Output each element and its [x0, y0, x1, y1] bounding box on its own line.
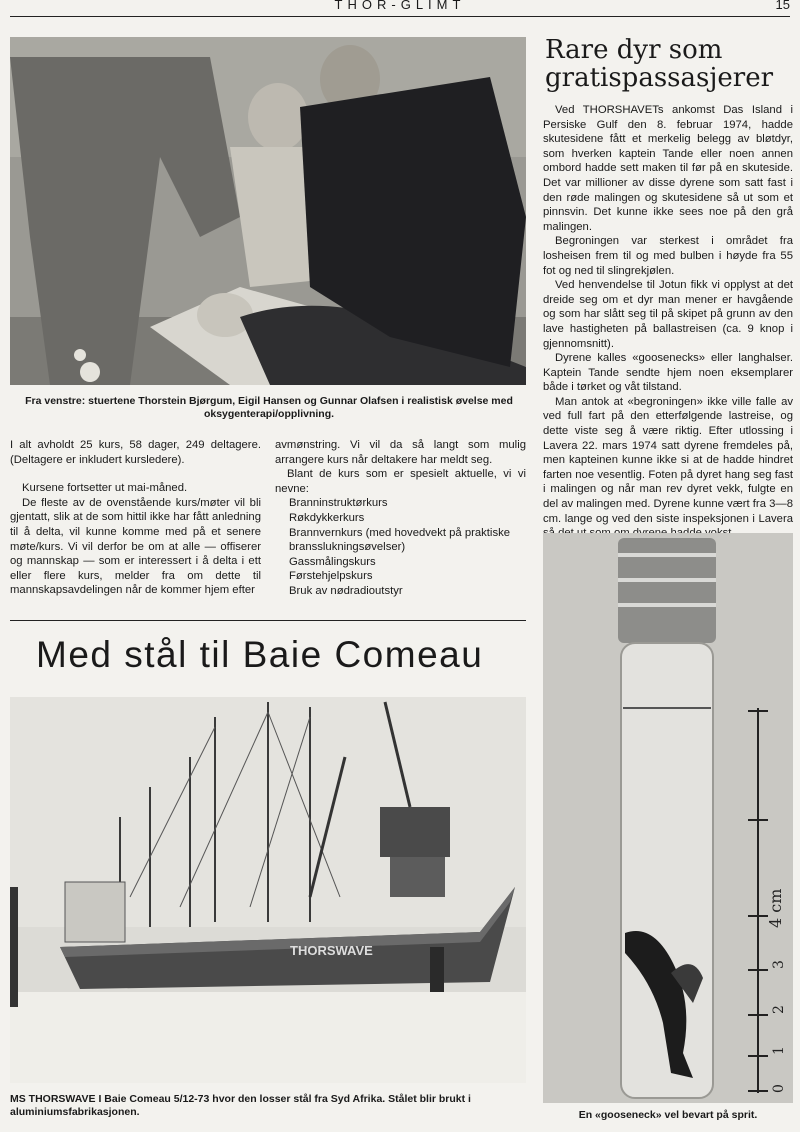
- rare-paragraph: Dyrene kalles «goosenecks» eller langhalser. Kaptein Tande sendte hjem noen eksemplarer både i tørket og våt tilstand.: [543, 352, 793, 394]
- courses-paragraph: Blant de kurs som er spesielt aktuelle, vi vi nevne:: [275, 468, 526, 495]
- page-number: 15: [775, 0, 790, 12]
- ship-name-on-hull: THORSWAVE: [290, 943, 373, 958]
- ship-photo-caption: MS THORSWAVE I Baie Comeau 5/12-73 hvor den losser stål fra Syd Afrika. Stålet blir brukt i aluminiumsfabrikasjonen.: [10, 1093, 471, 1118]
- rare-paragraph: Ved henvendelse til Jotun fikk vi opplyst at det dreide seg om et dyr man mener er havgående og som har slått seg til på skipet på grunn av den lave hastigheten på ballastreisen (ca. 9 knop i gjennomsnitt).: [543, 279, 793, 350]
- course-list-item: Røkdykkerkurs: [289, 511, 365, 524]
- course-list-item: Branninstruktørkurs: [289, 497, 388, 510]
- courses-paragraph: Kursene fortsetter ut mai-måned.: [22, 482, 188, 495]
- rare-title-line-1: Rare dyr som: [545, 35, 723, 65]
- scale-mark-1: 1: [771, 1046, 787, 1055]
- courses-column-2: [275, 438, 526, 599]
- courses-paragraph: avmønstring. Vi vil da så langt som mulig arrangere kurs når deltakere har meldt seg.: [275, 439, 526, 466]
- oxygen-exercise-illustration: [10, 37, 526, 385]
- header-rule: [10, 16, 790, 17]
- rare-paragraph: Man antok at «begroningen» ikke ville falle av ved full fart på den etterfølgende lastreise, og dette viste seg å være riktig. Efter utlossing i Lavera 22. mars 1974 satt dyrene fremdeles på, men kapteinen kunne ikke si at de hadde hindret farten noe vesentlig. Foten på dyret hang seg fast i malingen og når man rev dyret vekk, fulgte en del av malingen med. Dyrene kunne vært fra 3—8 cm. lange og ved den siste inspeksjonen i Lavera: [543, 395, 793, 525]
- magazine-title: THOR-GLIMT: [334, 0, 466, 12]
- courses-column-1: [10, 438, 261, 598]
- scale-mark-2: 2: [771, 1005, 787, 1014]
- scale-label-4cm: 4 cm: [766, 888, 785, 928]
- course-list-item: Brannvernkurs (med hovedvekt på praktiske bransslukningsøvelser): [289, 526, 511, 554]
- ship-photo: [10, 697, 526, 1083]
- page-header: [0, 0, 800, 18]
- course-list-item: Bruk av nødradioutstyr: [289, 584, 403, 597]
- courses-paragraph: De fleste av de ovenstående kurs/møter vil bli gjentatt, slik at de som hittil ikke har fått anledning til å delta, vil kunne komme med på et senere møte/kurs. Vi vil derfor be om at alle — offiserer og mannskap — som er interessert i å delta i ett eller flere kurs, melder fra om dette til mannskapsavdelingen når de kommer hjem efter: [10, 496, 261, 597]
- rare-title-line-2: gratispassasjerer: [545, 63, 774, 93]
- rare-paragraph: Begroningen var sterkest i området fra losheisen frem til og med bulben i høyde fra 55 fot og ned til slingrekjølen.: [543, 235, 793, 277]
- jar-photo-caption: En «gooseneck» vel bevart på sprit.: [578, 1109, 758, 1121]
- courses-paragraph: I alt avholdt 25 kurs, 58 dager, 249 deltagere. (Deltagere er inkludert kursledere).: [10, 439, 261, 466]
- rare-paragraph: Ved THORSHAVETs ankomst Das Island i Persiske Gulf den 8. februar 1974, hadde skutesidene fått et merkelig belegg av bløtdyr, som hverken kaptein Tande eller noen annen ombord hadde sett maken til før på en skuteside. Det var millioner av disse dyrene som satt fast i den røde malingen og skutesidene så ut som et pinnsvin. Det kunne ikke sees noe på den grå malingen.: [543, 104, 793, 233]
- baie-comeau-title: Med stål til Baie Comeau: [36, 634, 484, 675]
- rare-article-body: [543, 103, 793, 541]
- ship-illustration: [10, 697, 526, 1083]
- scale-mark-0: 0: [771, 1084, 787, 1093]
- course-list-item: Gassmålingskurs: [289, 555, 376, 568]
- gooseneck-jar-photo: [543, 533, 793, 1103]
- course-list: [289, 496, 526, 598]
- course-list-item: Førstehjelpskurs: [289, 570, 373, 583]
- section-divider: [10, 620, 526, 621]
- oxygen-exercise-photo: [10, 37, 526, 385]
- top-photo-caption: Fra venstre: stuertene Thorstein Bjørgum, Eigil Hansen og Gunnar Olafsen i realistisk øvelse med oksygenterapi/opplivning.: [25, 395, 513, 420]
- gooseneck-jar-illustration: [543, 533, 793, 1103]
- rare-article-title: [545, 36, 795, 92]
- scale-mark-3: 3: [771, 960, 787, 969]
